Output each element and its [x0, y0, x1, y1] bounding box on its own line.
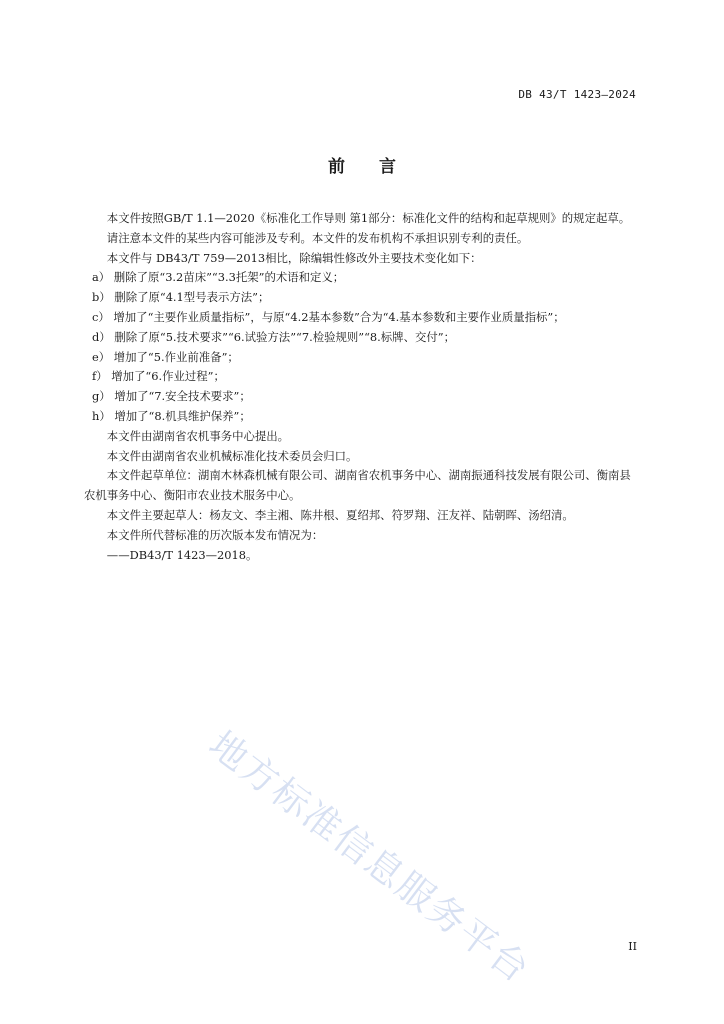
change-item-e: e） 增加了“5.作业前准备”；: [92, 349, 239, 364]
change-item-g: g） 增加了“7.安全技术要求”；: [92, 389, 251, 404]
paragraph-history-version: ——DB43/T 1423—2018。: [106, 547, 258, 562]
paragraph-administrator: 本文件由湖南省农业机械标准化技术委员会归口。: [106, 448, 358, 463]
title-char-2: 言: [378, 157, 396, 177]
change-item-f: f） 增加了“6.作业过程”；: [92, 369, 225, 384]
change-item-h: h） 增加了“8.机具维护保养”；: [92, 408, 251, 423]
paragraph-drafters: 本文件主要起草人：杨友文、李主湘、陈井根、夏绍邦、符罗翔、汪友祥、陆朝晖、汤绍清。: [106, 507, 574, 522]
change-item-c: c） 增加了“主要作业质量指标”，与原“4.2基本参数”合为“4.基本参数和主要作业质量指标”；: [92, 309, 565, 324]
paragraph-changes-intro: 本文件与 DB43/T 759—2013相比，除编辑性修改外主要技术变化如下：: [106, 250, 482, 265]
change-item-d: d） 删除了原“5.技术要求”“6.试验方法”“7.检验规则”“8.标牌、交付”；: [92, 329, 455, 344]
title-char-1: 前: [328, 157, 346, 177]
change-item-b: b） 删除了原“4.1型号表示方法”；: [92, 290, 270, 305]
change-item-a: a） 删除了原“3.2苗床”“3.3托架”的术语和定义；: [92, 270, 345, 285]
watermark: 地方标准信息服务平台: [200, 722, 539, 992]
standard-code: DB 43/T 1423—2024: [518, 88, 636, 101]
paragraph-drafting-rules: 本文件按照GB/T 1.1—2020《标准化工作导则 第1部分：标准化文件的结构和起草规则》的规定起草。: [106, 211, 631, 225]
page-title: [0, 152, 724, 177]
page-number: II: [628, 940, 637, 953]
foreword-body: [84, 209, 640, 565]
paragraph-patent-notice: 请注意本文件的某些内容可能涉及专利。本文件的发布机构不承担识别专利的责任。: [106, 230, 529, 245]
paragraph-history-intro: 本文件所代替标准的历次版本发布情况为：: [106, 527, 324, 542]
paragraph-proposer: 本文件由湖南省农机事务中心提出。: [106, 428, 290, 443]
paragraph-drafting-units: 本文件起草单位：湖南木林森机械有限公司、湖南省农机事务中心、湖南振通科技发展有限公司、衡南县农机事务中心、衡阳市农业技术服务中心。: [84, 468, 631, 503]
